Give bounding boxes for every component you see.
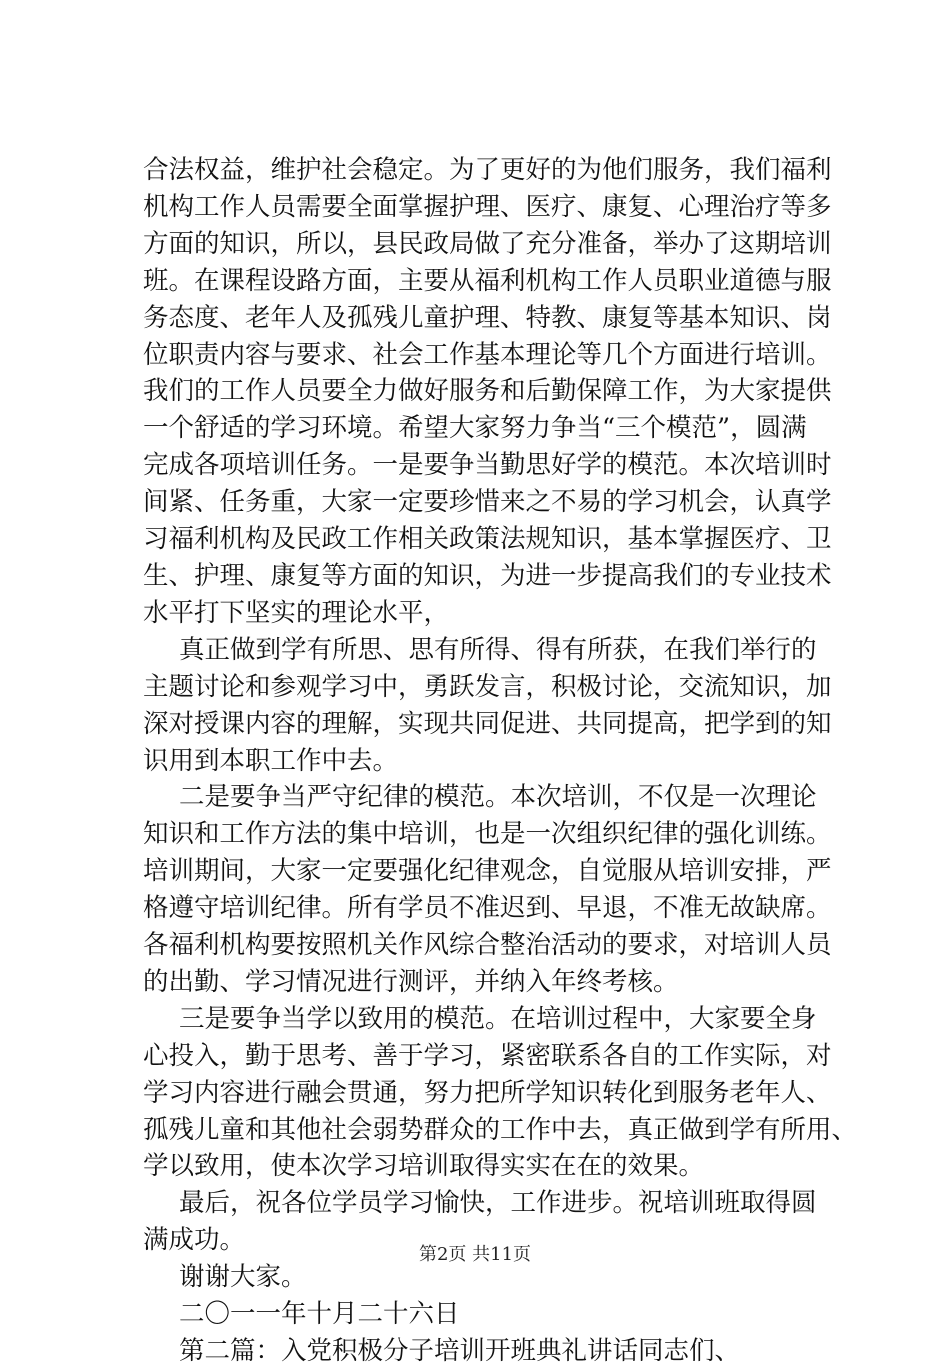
- date-line: 二〇一一年十月二十六日: [179, 1299, 460, 1330]
- text-line: 深对授课内容的理解，实现共同促进、共同提高，把学到的知: [143, 708, 832, 739]
- text-line: 间紧、任务重，大家一定要珍惜来之不易的学习机会，认真学: [143, 487, 832, 518]
- next-section-title: 第二篇：入党积极分子培训开班典礼讲话同志们、: [179, 1336, 741, 1366]
- text-line: 位职责内容与要求、社会工作基本理论等几个方面进行培训。: [143, 339, 832, 370]
- text-line: 培训期间，大家一定要强化纪律观念，自觉服从培训安排，严: [143, 856, 832, 887]
- page-number-footer: 第2页 共11页: [418, 1244, 532, 1265]
- text-line: 方面的知识，所以，县民政局做了充分准备，举办了这期培训: [143, 228, 832, 259]
- text-line: 的出勤、学习情况进行测评，并纳入年终考核。: [143, 966, 679, 997]
- text-line: 一个舒适的学习环境。希望大家努力争当“三个模范”，圆满: [143, 413, 807, 444]
- text-line: 我们的工作人员要全力做好服务和后勤保障工作，为大家提供: [143, 376, 832, 407]
- paragraph-3: [143, 779, 833, 1000]
- text-line: 完成各项培训任务。一是要争当勤思好学的模范。本次培训时: [143, 450, 832, 481]
- text-line: 各福利机构要按照机关作风综合整治活动的要求，对培训人员: [143, 930, 832, 961]
- text-line: 心投入，勤于思考、善于学习，紧密联系各自的工作实际，对: [143, 1040, 832, 1071]
- paragraph-4: [143, 1001, 858, 1186]
- text-line: 知识和工作方法的集中培训，也是一次组织纪律的强化训练。: [143, 819, 832, 850]
- text-line: 识用到本职工作中去。: [143, 745, 399, 776]
- text-line: 水平打下坚实的理论水平，: [143, 597, 450, 628]
- text-line: 主题讨论和参观学习中，勇跃发言，积极讨论，交流知识，加: [143, 671, 832, 702]
- paragraph-2: [143, 632, 833, 780]
- document-body: [143, 152, 858, 1370]
- paragraph-1: [143, 152, 833, 632]
- text-line: 合法权益，维护社会稳定。为了更好的为他们服务，我们福利: [143, 155, 832, 185]
- text-line: 机构工作人员需要全面掌握护理、医疗、康复、心理治疗等多: [143, 191, 832, 222]
- text-line: 务态度、老年人及孤残儿童护理、特教、康复等基本知识、岗: [143, 302, 832, 333]
- text-line: 真正做到学有所思、思有所得、得有所获，在我们举行的: [179, 634, 817, 665]
- text-line: 班。在课程设路方面，主要从福利机构工作人员职业道德与服: [143, 265, 832, 296]
- text-line: 格遵守培训纪律。所有学员不准迟到、早退，不准无故缺席。: [143, 893, 832, 924]
- text-line: 三是要争当学以致用的模范。在培训过程中，大家要全身: [179, 1003, 817, 1034]
- text-line: 习福利机构及民政工作相关政策法规知识，基本掌握医疗、卫: [143, 524, 832, 555]
- text-line: 学习内容进行融会贯通，努力把所学知识转化到服务老年人、: [143, 1077, 832, 1108]
- text-line: 最后，祝各位学员学习愉快，工作进步。祝培训班取得圆: [179, 1188, 817, 1219]
- text-line: 二是要争当严守纪律的模范。本次培训，不仅是一次理论: [179, 782, 817, 813]
- thanks-line: 谢谢大家。: [179, 1262, 307, 1293]
- text-line: 生、护理、康复等方面的知识，为进一步提高我们的专业技术: [143, 560, 832, 591]
- text-line: 学以致用，使本次学习培训取得实实在在的效果。: [143, 1151, 705, 1182]
- text-line: 孤残儿童和其他社会弱势群众的工作中去，真正做到学有所用、: [143, 1114, 858, 1145]
- text-line: 满成功。: [143, 1225, 246, 1256]
